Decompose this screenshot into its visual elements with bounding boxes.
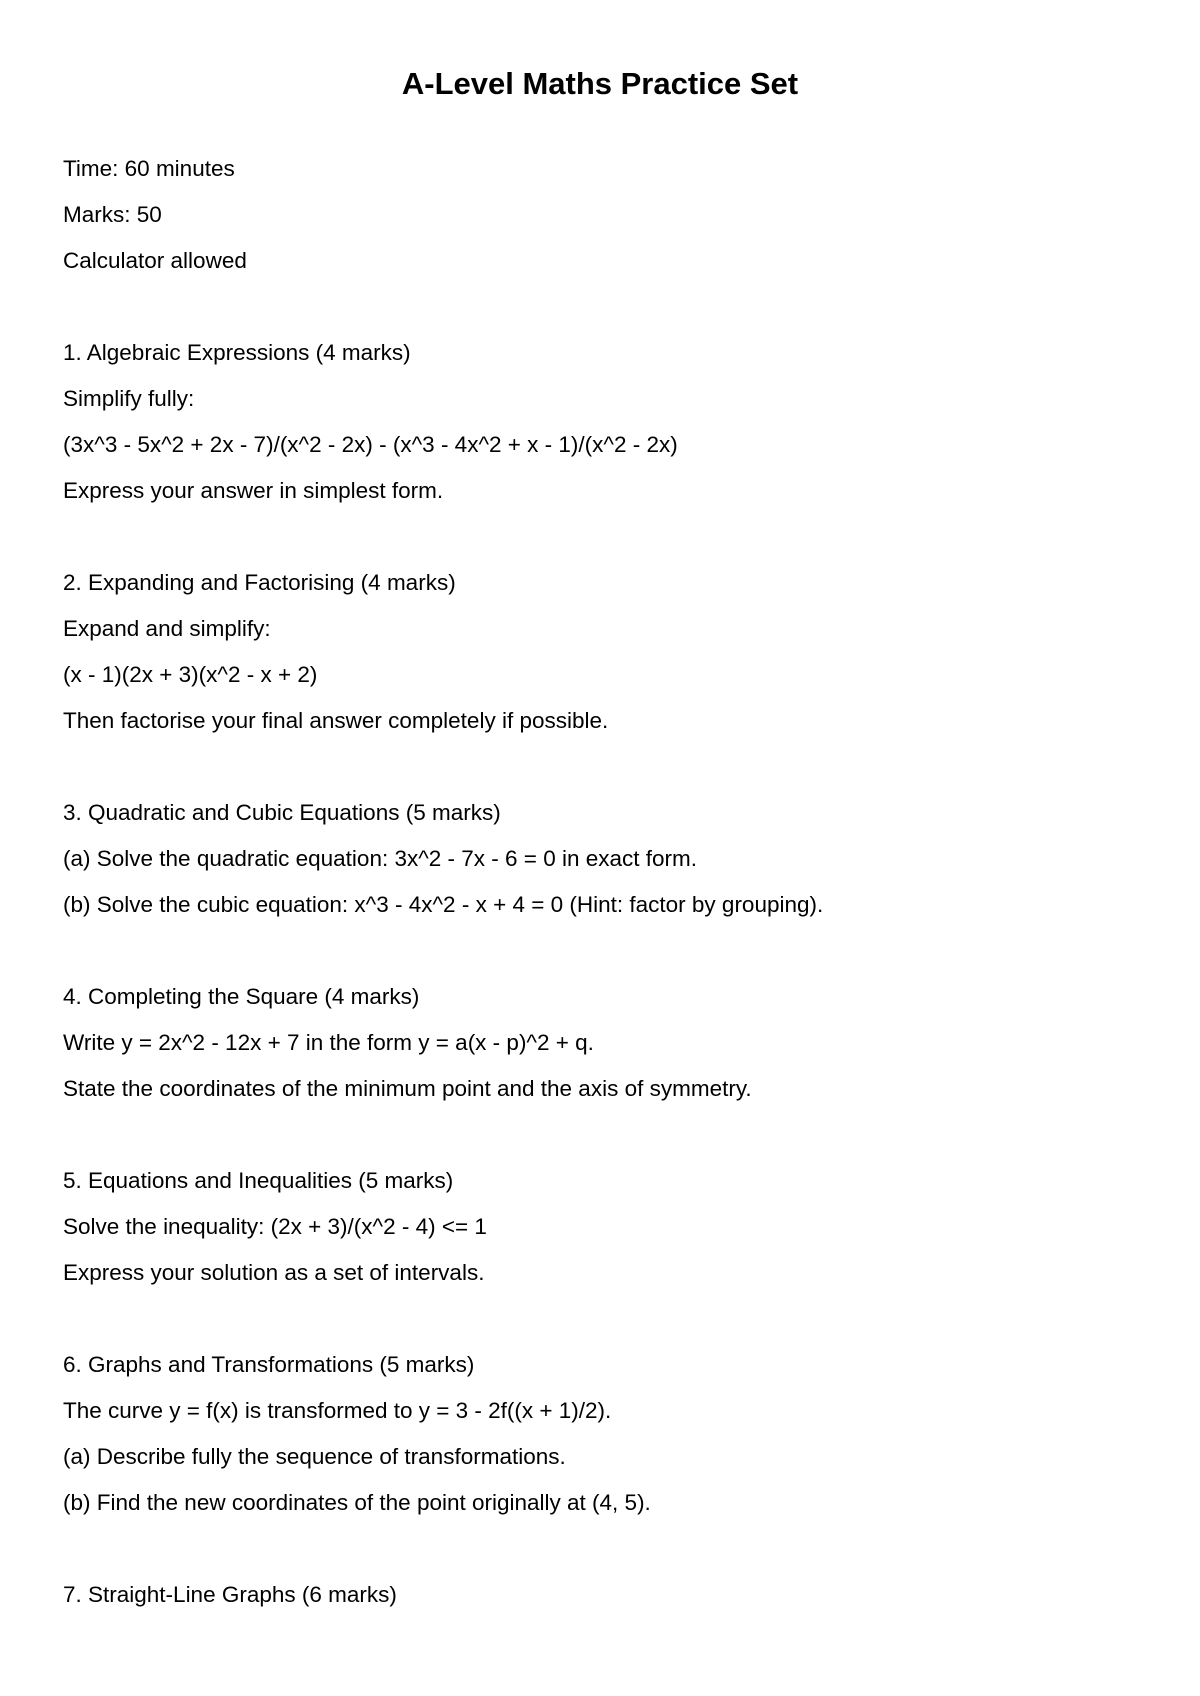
spacer — [63, 1112, 1143, 1158]
question-text: Express your answer in simplest form. — [63, 478, 444, 503]
exam-info — [63, 146, 1143, 284]
question-text: Expand and simplify: — [63, 616, 271, 641]
question-3 — [63, 790, 1143, 928]
question-text: Write y = 2x^2 - 12x + 7 in the form y = a(x - p)^2 + q. — [63, 1030, 594, 1055]
question-1 — [63, 330, 1143, 514]
question-heading: 3. Quadratic and Cubic Equations (5 marks) — [63, 800, 501, 825]
question-text: (a) Describe fully the sequence of transformations. — [63, 1444, 566, 1469]
question-heading: 1. Algebraic Expressions (4 marks) — [63, 340, 411, 365]
question-text: Simplify fully: — [63, 386, 195, 411]
question-text: (3x^3 - 5x^2 + 2x - 7)/(x^2 - 2x) - (x^3 - 4x^2 + x - 1)/(x^2 - 2x) — [63, 432, 678, 457]
question-heading: 7. Straight-Line Graphs (6 marks) — [63, 1582, 397, 1607]
question-5 — [63, 1158, 1143, 1296]
document-body — [63, 146, 1143, 1618]
spacer — [63, 284, 1143, 330]
question-6 — [63, 1342, 1143, 1526]
spacer — [63, 1296, 1143, 1342]
question-heading: 2. Expanding and Factorising (4 marks) — [63, 570, 456, 595]
spacer — [63, 744, 1143, 790]
question-7 — [63, 1572, 1143, 1618]
question-heading: 4. Completing the Square (4 marks) — [63, 984, 420, 1009]
question-text: The curve y = f(x) is transformed to y = 3 - 2f((x + 1)/2). — [63, 1398, 612, 1423]
question-text: (b) Find the new coordinates of the point originally at (4, 5). — [63, 1490, 651, 1515]
time-info: Time: 60 minutes — [63, 156, 235, 181]
question-2 — [63, 560, 1143, 744]
question-text: State the coordinates of the minimum point and the axis of symmetry. — [63, 1076, 752, 1101]
question-text: (b) Solve the cubic equation: x^3 - 4x^2 - x + 4 = 0 (Hint: factor by grouping). — [63, 892, 824, 917]
question-heading: 6. Graphs and Transformations (5 marks) — [63, 1352, 475, 1377]
question-heading: 5. Equations and Inequalities (5 marks) — [63, 1168, 454, 1193]
spacer — [63, 928, 1143, 974]
spacer — [63, 1526, 1143, 1572]
question-text: (a) Solve the quadratic equation: 3x^2 - 7x - 6 = 0 in exact form. — [63, 846, 698, 871]
question-text: (x - 1)(2x + 3)(x^2 - x + 2) — [63, 662, 318, 687]
page-title: A-Level Maths Practice Set — [401, 66, 799, 101]
question-text: Then factorise your final answer completely if possible. — [63, 708, 609, 733]
question-text: Express your solution as a set of intervals. — [63, 1260, 485, 1285]
question-text: Solve the inequality: (2x + 3)/(x^2 - 4) <= 1 — [63, 1214, 487, 1239]
question-4 — [63, 974, 1143, 1112]
calculator-info: Calculator allowed — [63, 248, 247, 273]
marks-info: Marks: 50 — [63, 202, 162, 227]
spacer — [63, 514, 1143, 560]
